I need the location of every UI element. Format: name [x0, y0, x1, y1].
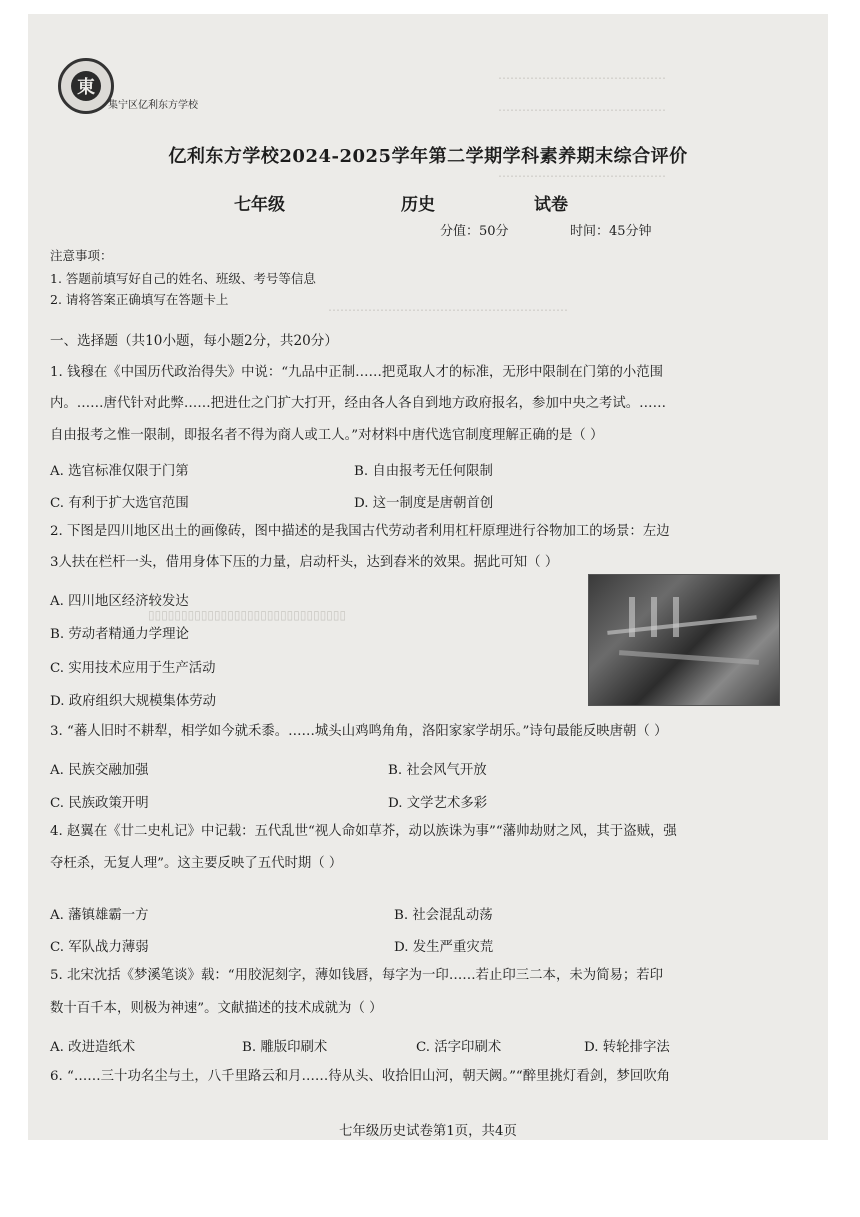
- notice-item: 2. 请将答案正确填写在答题卡上: [50, 292, 229, 307]
- question-1-text: 自由报考之惟一限制，即报名者不得为商人或工人。”对材料中唐代选官制度理解正确的是（ ）: [50, 428, 604, 443]
- school-name-small: 集宁区亿利东方学校: [108, 100, 198, 111]
- question-5-option-d: D. 转轮排字法: [584, 1040, 670, 1055]
- question-4-text: 夺枉杀，无复人理”。这主要反映了五代时期（ ）: [50, 856, 343, 871]
- notice-item: 1. 答题前填写好自己的姓名、班级、考号等信息: [50, 271, 316, 286]
- question-4-option-d: D. 发生严重灾荒: [394, 940, 494, 955]
- question-1-option-a: A. 选官标准仅限于门第: [50, 464, 189, 479]
- question-3-text: 3. “蕃人旧时不耕犁，相学如今就禾黍。……城头山鸡鸣角角，洛阳家家学胡乐。”诗句最能反映唐朝（ ）: [50, 724, 668, 739]
- brick-relief-figure: [673, 597, 679, 637]
- question-2-option-c: C. 实用技术应用于生产活动: [50, 661, 216, 676]
- section-heading: 一、选择题（共10小题，每小题2分，共20分）: [50, 333, 338, 349]
- question-2-option-d: D. 政府组织大规模集体劳动: [50, 694, 217, 709]
- bleed-through-text: ……………………………………: [498, 68, 666, 82]
- exam-title: 亿利东方学校2024-2025学年第二学期学科素养期末综合评价: [168, 146, 688, 167]
- question-2-option-b: B. 劳动者精通力学理论: [50, 627, 189, 642]
- time-info: 时间：45分钟: [570, 224, 652, 239]
- school-logo: [58, 58, 114, 114]
- question-1-text: 内。……唐代针对此弊……把进仕之门扩大打开，经由各人各自到地方政府报名，参加中央之考试。……: [50, 396, 666, 411]
- exam-page: [28, 14, 828, 1140]
- bleed-through-illustration: ▯▯▯▯▯▯▯▯▯▯▯▯▯▯▯▯▯▯▯▯▯▯▯▯▯▯▯▯▯▯: [148, 608, 347, 622]
- question-1-option-d: D. 这一制度是唐朝首创: [354, 496, 494, 511]
- question-2-option-a: A. 四川地区经济较发达: [50, 594, 189, 609]
- question-1-option-c: C. 有利于扩大选官范围: [50, 496, 189, 511]
- question-4-option-c: C. 军队战力薄弱: [50, 940, 149, 955]
- question-2-text: 2. 下图是四川地区出土的画像砖，图中描述的是我国古代劳动者利用杠杆原理进行谷物加工的场景：左边: [50, 524, 670, 539]
- question-5-text: 数十百千本，则极为神速”。文献描述的技术成就为（ ）: [50, 1001, 383, 1016]
- question-3-option-b: B. 社会风气开放: [388, 763, 487, 778]
- bleed-through-text: ……………………………………………………: [328, 300, 568, 314]
- question-6-text: 6. “……三十功名尘与土，八千里路云和月……待从头、收拾旧山河，朝天阙。”“醉里挑灯看剑，梦回吹角: [50, 1069, 671, 1084]
- question-5-text: 5. 北宋沈括《梦溪笔谈》载：“用胶泥刻字，薄如钱唇，每字为一印……若止印三二本，未为简易；若印: [50, 968, 664, 983]
- score-info: 分值：50分: [440, 224, 509, 239]
- subject-label: 历史: [401, 195, 435, 215]
- school-logo-mark: 東: [71, 71, 101, 101]
- question-3-option-a: A. 民族交融加强: [50, 763, 149, 778]
- notice-heading: 注意事项：: [50, 248, 113, 263]
- question-5-option-a: A. 改进造纸术: [50, 1040, 136, 1055]
- brick-relief-figure: [629, 597, 635, 637]
- brick-relief-figure: [651, 597, 657, 637]
- bleed-through-text: ……………………………………: [498, 166, 666, 180]
- question-5-option-c: C. 活字印刷术: [416, 1040, 502, 1055]
- question-4-text: 4. 赵翼在《廿二史札记》中记载：五代乱世“视人命如草芥，动以族诛为事”“藩帅劫财之风，其于盗贼，强: [50, 824, 677, 839]
- page-footer: 七年级历史试卷第1页，共4页: [339, 1124, 517, 1139]
- question-3-option-c: C. 民族政策开明: [50, 796, 149, 811]
- bleed-through-text: ……………………………………: [498, 100, 666, 114]
- question-1-text: 1. 钱穆在《中国历代政治得失》中说：“九品中正制……把觅取人才的标准，无形中限制在门第的小范围: [50, 365, 664, 380]
- question-5-option-b: B. 雕版印刷术: [242, 1040, 328, 1055]
- grade-label: 七年级: [234, 195, 285, 215]
- question-2-text: 3人扶在栏杆一头，借用身体下压的力量，启动杆头，达到舂米的效果。据此可知（ ）: [50, 555, 559, 570]
- brick-relief-image: [588, 574, 780, 706]
- brick-relief-lever: [619, 650, 759, 665]
- question-1-option-b: B. 自由报考无任何限制: [354, 464, 493, 479]
- question-3-option-d: D. 文学艺术多彩: [388, 796, 488, 811]
- question-4-option-b: B. 社会混乱动荡: [394, 908, 493, 923]
- paper-label: 试卷: [534, 195, 568, 215]
- question-4-option-a: A. 藩镇雄霸一方: [50, 908, 149, 923]
